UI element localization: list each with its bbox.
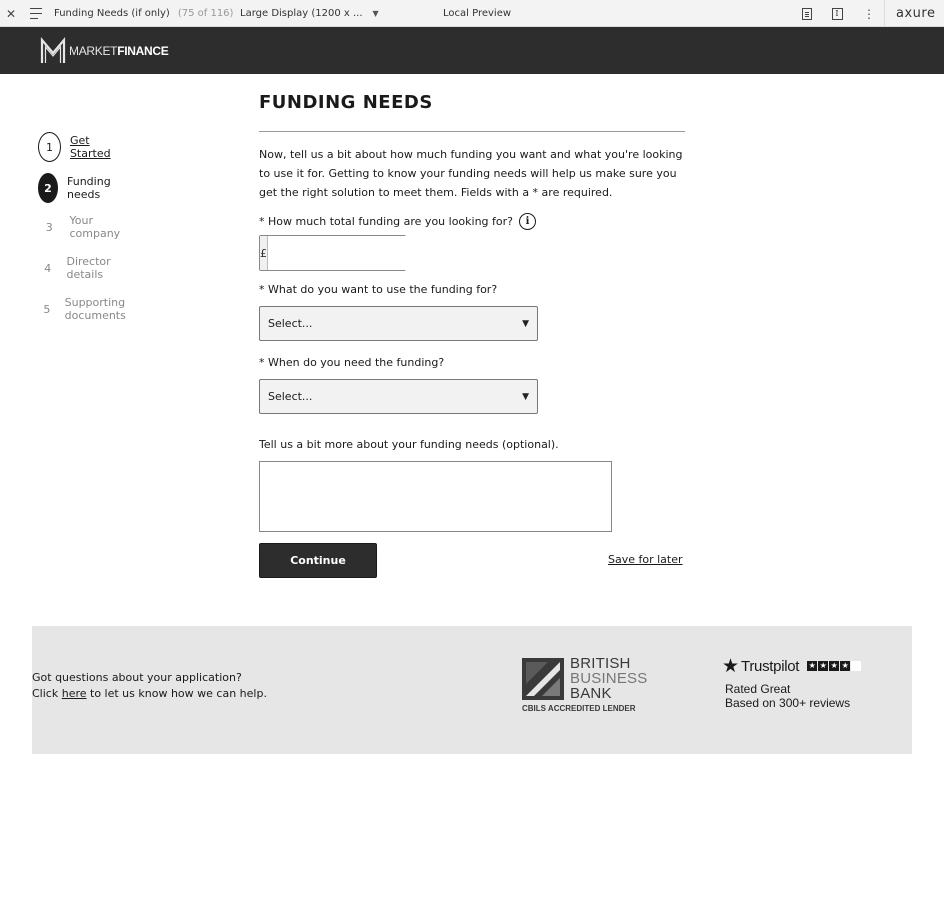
more-info-label: Tell us a bit more about your funding needs (optional).	[259, 438, 559, 451]
cbils-label: CBILS ACCREDITED LENDER	[522, 704, 636, 713]
step-your-company	[38, 212, 128, 242]
step-director-details	[38, 253, 121, 283]
display-size-dropdown[interactable]	[240, 0, 379, 27]
step-label: Your company	[69, 214, 121, 240]
continue-button[interactable]: Continue	[259, 543, 377, 578]
trustpilot-name: Trustpilot	[741, 657, 800, 675]
footer	[32, 626, 912, 754]
trustpilot-rating-stars	[807, 661, 862, 671]
amount-input[interactable]	[268, 236, 425, 270]
logo-wordmark: MARKETFINANCE	[69, 44, 169, 58]
step-number: 2	[38, 173, 58, 203]
step-get-started[interactable]	[38, 132, 118, 162]
help-line-1: Got questions about your application?	[32, 671, 242, 684]
step-label: Funding needs	[67, 175, 111, 201]
toolbar-divider	[884, 0, 885, 27]
info-icon[interactable]: i	[519, 213, 536, 230]
inspect-icon[interactable]: I	[829, 0, 845, 27]
rating-star-icon: ★	[808, 661, 816, 670]
page-selector[interactable]	[54, 0, 233, 27]
step-funding-needs	[38, 173, 121, 203]
when-select-value: Select...	[268, 390, 313, 403]
title-divider	[259, 131, 685, 132]
notes-icon[interactable]	[799, 0, 815, 27]
marketfinance-logo[interactable]	[40, 36, 168, 66]
chevron-down-icon: ▼	[522, 391, 529, 402]
menu-icon[interactable]	[30, 0, 44, 27]
chevron-down-icon: ▼	[522, 318, 529, 329]
axure-logo[interactable]: axure	[896, 6, 936, 21]
british-business-bank-icon	[522, 658, 564, 700]
save-for-later-link[interactable]: Save for later	[608, 553, 683, 566]
bbb-wordmark: BRITISH BUSINESS BANK	[570, 655, 648, 702]
display-size-label: Large Display (1200 x ...	[240, 8, 363, 19]
close-icon[interactable]: ✕	[5, 6, 17, 21]
chevron-down-icon: ▼	[372, 9, 379, 18]
use-select[interactable]	[259, 306, 538, 341]
amount-field-group	[259, 235, 406, 271]
intro-text: Now, tell us a bit about how much funding you want and what you're looking to use it for. Getting to know your funding needs will help us make sure you get the right solution to meet them. Fields with a * are required.	[259, 148, 683, 199]
step-number: 5	[43, 302, 51, 316]
rating-star-icon: ★	[852, 661, 860, 670]
step-label: Get Started	[69, 134, 111, 160]
preview-label: Local Preview	[443, 8, 512, 19]
british-business-bank-logo	[522, 656, 652, 716]
step-label: Supporting documents	[64, 296, 126, 322]
currency-prefix: £	[260, 236, 268, 270]
trustpilot-widget[interactable]	[722, 656, 882, 716]
step-supporting-documents	[38, 294, 138, 324]
step-number: 4	[44, 261, 52, 275]
axure-toolbar	[0, 0, 944, 27]
help-here-link[interactable]: here	[61, 687, 87, 700]
when-label: * When do you need the funding?	[259, 356, 445, 369]
rating-star-icon: ★	[830, 661, 838, 670]
page-count: (75 of 116)	[177, 8, 234, 19]
page-name: Funding Needs (if only)	[54, 8, 170, 19]
step-number: 3	[45, 220, 53, 234]
rating-star-icon: ★	[819, 661, 827, 670]
use-label: * What do you want to use the funding for?	[259, 283, 498, 296]
amount-label-text: * How much total funding are you looking for?	[259, 215, 513, 228]
step-number: 1	[38, 132, 61, 162]
when-select[interactable]	[259, 379, 538, 414]
amount-label	[259, 213, 536, 230]
more-info-textarea[interactable]	[259, 461, 612, 532]
more-options-icon[interactable]: ⋮	[863, 6, 875, 21]
trustpilot-star-icon: ★	[722, 655, 740, 677]
use-select-value: Select...	[268, 317, 313, 330]
help-text	[32, 670, 267, 702]
trustpilot-header	[722, 656, 882, 676]
step-label: Director details	[66, 255, 111, 281]
logo-m-icon	[40, 37, 66, 65]
help-line-2: Click here to let us know how we can help.	[32, 687, 267, 700]
trustpilot-rating-text: Rated Great Based on 300+ reviews	[725, 682, 851, 710]
site-header	[0, 27, 944, 74]
rating-star-icon: ★	[841, 661, 849, 670]
page-title: FUNDING NEEDS	[259, 92, 433, 113]
